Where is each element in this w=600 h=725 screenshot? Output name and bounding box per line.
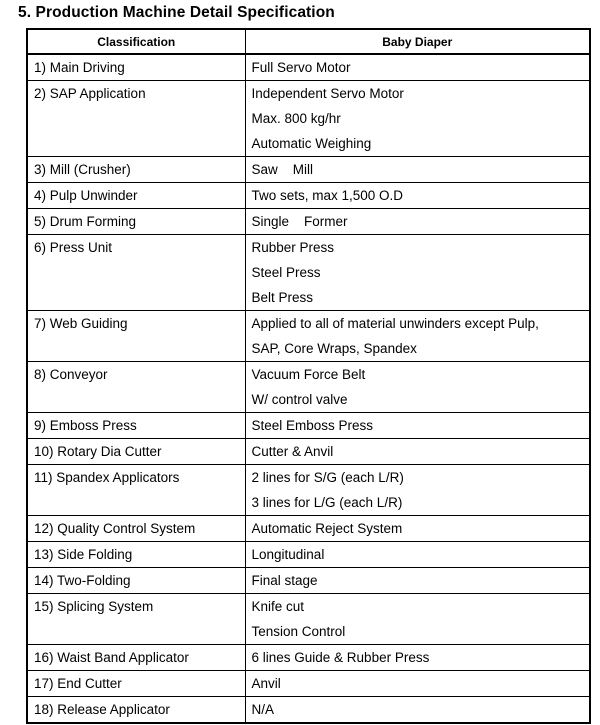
specification-value: Steel Press [251,265,321,280]
table-row [27,235,590,311]
specification-value: W/ control valve [251,392,348,407]
classification-label: 16) Waist Band Applicator [34,650,189,665]
specification-value: Rubber Press [251,240,335,255]
specification-value: Anvil [251,676,281,691]
specification-value: Two sets, max 1,500 O.D [251,188,404,203]
classification-cell [27,465,245,516]
classification-label: 2) SAP Application [34,86,146,101]
classification-label: 13) Side Folding [34,547,133,562]
table-row [27,645,590,671]
specification-value: Longitudinal [251,547,325,562]
classification-label: 5) Drum Forming [34,214,137,229]
column-header-classification: Classification [27,29,245,54]
specification-cell [245,54,590,81]
classification-cell [27,54,245,81]
specification-cell [245,183,590,209]
specification-cell [245,697,590,724]
specification-value: Knife cut [251,599,305,614]
table-row [27,542,590,568]
classification-cell [27,362,245,413]
classification-cell [27,413,245,439]
specification-value: 2 lines for S/G (each L/R) [251,470,404,485]
classification-cell [27,209,245,235]
specification-cell [245,645,590,671]
table-body [27,54,590,723]
table-row [27,183,590,209]
specification-cell [245,362,590,413]
specification-cell [245,235,590,311]
specification-cell [245,81,590,157]
specification-cell [245,542,590,568]
classification-cell [27,516,245,542]
specification-value: Saw Mill [251,162,314,177]
specification-value: Cutter & Anvil [251,444,334,459]
table-row [27,516,590,542]
table-header-row [27,29,590,54]
specification-cell [245,439,590,465]
classification-cell [27,671,245,697]
classification-label: 12) Quality Control System [34,521,196,536]
classification-label: 15) Splicing System [34,599,154,614]
specification-cell [245,209,590,235]
classification-label: 3) Mill (Crusher) [34,162,131,177]
specification-value: 3 lines for L/G (each L/R) [251,495,403,510]
specification-table [26,28,591,724]
classification-cell [27,81,245,157]
classification-label: 17) End Cutter [34,676,122,691]
classification-label: 1) Main Driving [34,60,125,75]
specification-cell [245,594,590,645]
specification-value: 6 lines Guide & Rubber Press [251,650,430,665]
specification-value: Final stage [251,573,318,588]
table-row [27,81,590,157]
table-row [27,594,590,645]
specification-value: Automatic Weighing [251,136,372,151]
specification-value: Applied to all of material unwinders except Pulp, [251,316,539,331]
specification-value: Full Servo Motor [251,60,351,75]
specification-value: SAP, Core Wraps, Spandex [251,341,417,356]
page-title: 5. Production Machine Detail Specification [18,4,335,21]
specification-cell [245,311,590,362]
specification-value: Vacuum Force Belt [251,367,366,382]
classification-label: 6) Press Unit [34,240,113,255]
table-row [27,157,590,183]
classification-label: 11) Spandex Applicators [34,470,180,485]
specification-value: N/A [251,702,275,717]
classification-label: 14) Two-Folding [34,573,131,588]
specification-value: Tension Control [251,624,346,639]
table-row [27,54,590,81]
specification-value: Max. 800 kg/hr [251,111,341,126]
table-row [27,568,590,594]
classification-label: 10) Rotary Dia Cutter [34,444,162,459]
specification-value: Steel Emboss Press [251,418,374,433]
specification-cell [245,413,590,439]
classification-cell [27,311,245,362]
table-row [27,413,590,439]
table-row [27,439,590,465]
classification-cell [27,568,245,594]
table-row [27,697,590,724]
classification-cell [27,645,245,671]
classification-cell [27,235,245,311]
table-row [27,362,590,413]
classification-label: 9) Emboss Press [34,418,137,433]
classification-cell [27,439,245,465]
table-row [27,465,590,516]
specification-value: Automatic Reject System [251,521,403,536]
table-row [27,671,590,697]
specification-cell [245,465,590,516]
classification-cell [27,542,245,568]
classification-label: 4) Pulp Unwinder [34,188,138,203]
classification-label: 7) Web Guiding [34,316,128,331]
specification-value: Independent Servo Motor [251,86,404,101]
specification-value: Belt Press [251,290,314,305]
specification-cell [245,671,590,697]
classification-cell [27,157,245,183]
specification-cell [245,157,590,183]
classification-label: 18) Release Applicator [34,702,170,717]
specification-value: Single Former [251,214,348,229]
specification-cell [245,516,590,542]
table-row [27,209,590,235]
classification-cell [27,697,245,724]
column-header-baby-diaper: Baby Diaper [245,29,590,54]
classification-label: 8) Conveyor [34,367,108,382]
classification-cell [27,183,245,209]
classification-cell [27,594,245,645]
specification-cell [245,568,590,594]
table-row [27,311,590,362]
